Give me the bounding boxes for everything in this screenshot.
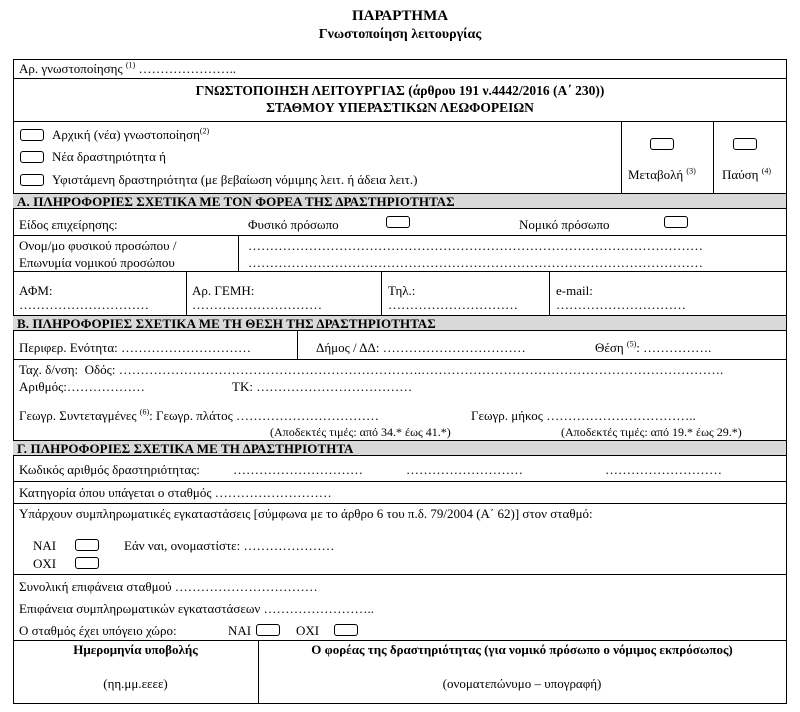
facilities-area-field[interactable]: Επιφάνεια συμπληρωματικών εγκαταστάσεων …………………….. [19,601,375,616]
page-title: ΠΑΡΑΡΤΗΜΑ [351,8,449,24]
region-field[interactable]: Περιφερ. Ενότητα: ………………………… [19,340,252,355]
facilities-name-field[interactable]: Εάν ναι, ονομαστίστε: ………………… [124,538,335,553]
initial-notice-label: Αρχική (νέα) γνωστοποίηση$^{(2)}$ [52,126,210,142]
name-input-line-1[interactable]: …………………………………………………………………………………………… [248,238,703,253]
existing-activity-checkbox[interactable] [20,174,44,186]
pause-label: Παύση $^{(4)}$ [722,166,772,182]
activity-code-input-1[interactable]: ………………………… [233,462,363,477]
operator-label: Ο φορέας της δραστηριότητας (για νομικό πρόσωπο ο νόμιμος εκπρόσωπος) [311,642,733,657]
notice-number-field[interactable]: Αρ. γνωστοποίησης $^{(1)}$ ………………….. [19,60,236,76]
phone-label: Τηλ.: [388,283,416,298]
underground-label: Ο σταθμός έχει υπόγειο χώρο: [19,623,177,638]
change-label: Μεταβολή $^{(3)}$ [628,166,696,182]
section-a-header: Α. ΠΛΗΡΟΦΟΡΙΕΣ ΣΧΕΤΙΚΑ ΜΕ ΤΟΝ ΦΟΡΕΑ ΤΗΣ ΔΡΑΣΤΗΡΙΟΤΗΤΑΣ [13,193,786,209]
natural-person-checkbox[interactable] [386,216,410,228]
street-field[interactable]: Ταχ. δ/νση: Οδός: …………………………………………………………….……………………………………………………………. [19,362,724,377]
email-input[interactable]: ………………………… [556,297,686,312]
no-label: ΟΧΙ [33,556,57,571]
submission-date-field[interactable]: (ηη.μμ.εεεε) [103,676,168,691]
afm-input[interactable]: ………………………… [19,297,149,312]
municipality-field[interactable]: Δήμος / ΔΔ: …………………………… [316,340,526,355]
underground-yes-checkbox[interactable] [256,624,280,636]
facilities-yes-checkbox[interactable] [75,539,99,551]
existing-activity-label: Υφιστάμενη δραστηριότητα (με βεβαίωση νόμιμης λειτ. ή άδεια λειτ.) [52,172,418,187]
underground-no-checkbox[interactable] [334,624,358,636]
pause-checkbox[interactable] [733,138,757,150]
phone-input[interactable]: ………………………… [388,297,518,312]
legal-person-label: Νομικό πρόσωπο [519,217,610,232]
business-type-label: Είδος επιχείρησης: [19,217,118,232]
name-label-line-2: Επωνυμία νομικού προσώπου [19,255,175,270]
activity-code-input-3[interactable]: ……………………… [605,462,722,477]
section-b-header: Β. ΠΛΗΡΟΦΟΡΙΕΣ ΣΧΕΤΙΚΑ ΜΕ ΤΗ ΘΕΣΗ ΤΗΣ ΔΡΑΣΤΗΡΙΟΤΗΤΑΣ [13,315,786,331]
facilities-no-checkbox[interactable] [75,557,99,569]
new-activity-checkbox[interactable] [20,151,44,163]
latitude-range-hint: (Αποδεκτές τιμές: από 34.* έως 41.*) [270,425,451,439]
gemi-input[interactable]: ………………………… [192,297,322,312]
yes-label: ΝΑΙ [33,538,57,553]
underground-no-label: ΟΧΙ [296,623,320,638]
afm-label: ΑΦΜ: [19,283,53,298]
postcode-field[interactable]: ΤΚ: ……………………………… [232,379,413,394]
name-input-line-2[interactable]: …………………………………………………………………………………………… [248,255,703,270]
operator-signature-field[interactable]: (ονοματεπώνυμο – υπογραφή) [442,676,602,691]
email-label: e-mail: [556,283,593,298]
new-activity-label: Νέα δραστηριότητα ή [52,149,166,164]
activity-code-input-2[interactable]: ……………………… [406,462,523,477]
underground-yes-label: ΝΑΙ [228,623,252,638]
page-subtitle: Γνωστοποίηση λειτουργίας [318,27,482,42]
longitude-field[interactable]: Γεωγρ. μήκος …………………………….. [471,408,696,423]
category-field[interactable]: Κατηγορία όπου υπάγεται ο σταθμός ……………………… [19,485,332,500]
gemi-label: Αρ. ΓΕΜΗ: [192,283,255,298]
form-title-line-1: ΓΝΩΣΤΟΠΟΙΗΣΗ ΛΕΙΤΟΥΡΓΙΑΣ (άρθρου 191 ν.4442/2016 (Α΄ 230)) [195,83,605,98]
name-label-line-1: Ονομ/μο φυσικού προσώπου / [19,238,177,253]
activity-code-label: Κωδικός αριθμός δραστηριότητας: [19,462,200,477]
number-field[interactable]: Αριθμός:……………… [19,379,145,394]
natural-person-label: Φυσικό πρόσωπο [248,217,339,232]
position-field[interactable]: Θέση $^{(5)}$: ……………. [595,339,712,355]
geo-coordinates-field[interactable]: Γεωγρ. Συντεταγμένες $^{(6)}$: Γεωγρ. πλάτος …………………………… [19,407,380,423]
section-c-header: Γ. ΠΛΗΡΟΦΟΡΙΕΣ ΣΧΕΤΙΚΑ ΜΕ ΤΗ ΔΡΑΣΤΗΡΙΟΤΗΤΑ [13,440,786,456]
change-checkbox[interactable] [650,138,674,150]
form-title-line-2: ΣΤΑΘΜΟΥ ΥΠΕΡΑΣΤΙΚΩΝ ΛΕΩΦΟΡΕΙΩΝ [266,100,534,115]
submission-date-label: Ημερομηνία υποβολής [73,642,198,657]
facilities-question: Υπάρχουν συμπληρωματικές εγκαταστάσεις [σύμφωνα με το άρθρο 6 του π.δ. 79/2004 (Α΄ 62)] στον σταθμό: [19,506,593,521]
longitude-range-hint: (Αποδεκτές τιμές: από 19.* έως 29.*) [561,425,742,439]
legal-person-checkbox[interactable] [664,216,688,228]
initial-notice-checkbox[interactable] [20,129,44,141]
total-area-field[interactable]: Συνολική επιφάνεια σταθμού …………………………… [19,579,318,594]
